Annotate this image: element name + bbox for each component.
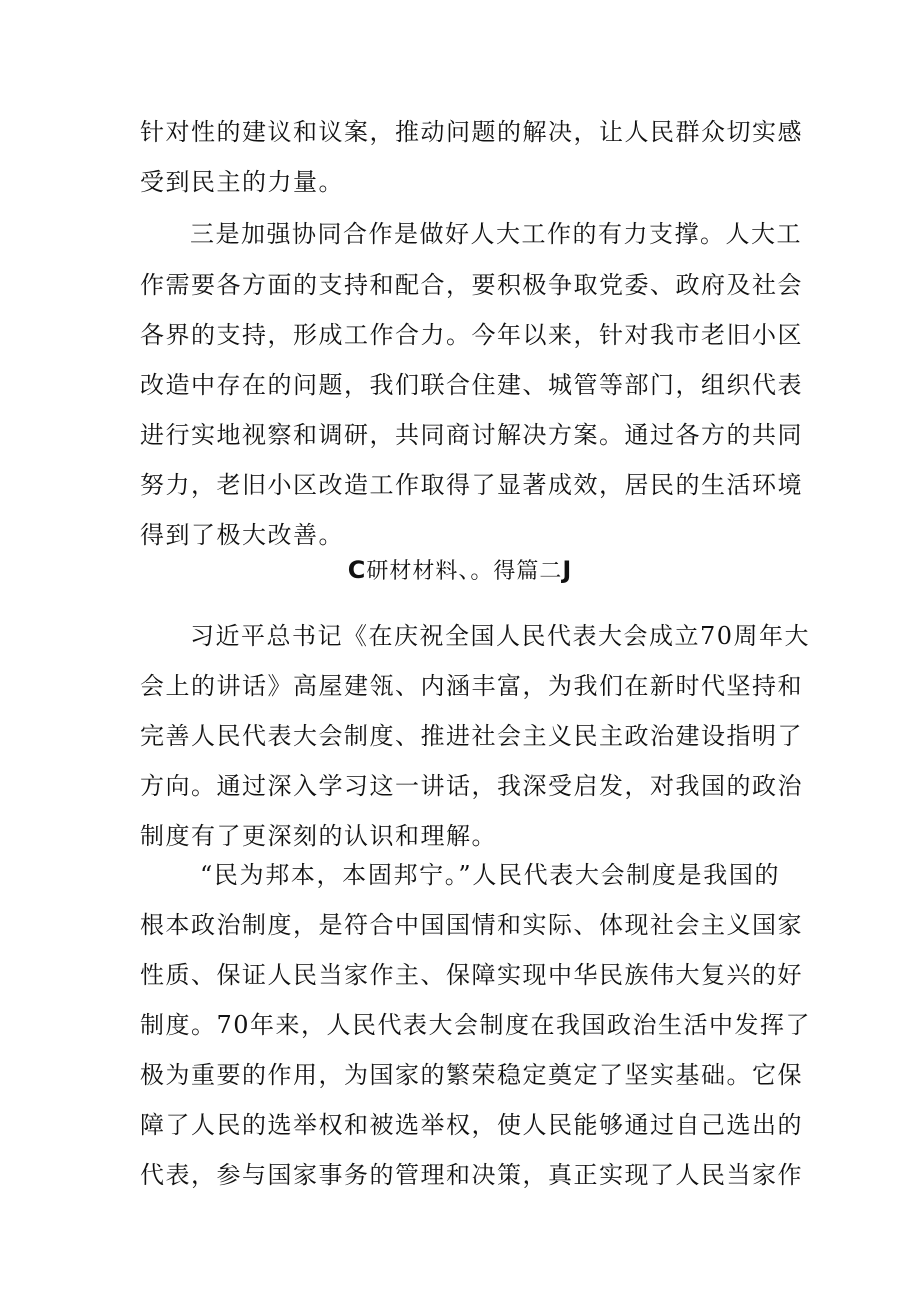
paragraph-line: 受到民主的力量。 — [140, 168, 344, 196]
paragraph-line: 极为重要的作用，为国家的繁荣稳定奠定了坚实基础。它保 — [140, 1061, 803, 1089]
paragraph-line: 障了人民的选举权和被选举权，使人民能够通过自己选出的 — [140, 1111, 803, 1139]
paragraph-line: 各界的支持，形成工作合力。今年以来，针对我市老旧小区 — [140, 321, 803, 349]
paragraph-line: 制度有了更深刻的认识和理解。 — [140, 822, 497, 850]
paragraph-line: 根本政治制度，是符合中国国情和实际、体现社会主义国家 — [140, 911, 803, 939]
paragraph-line: 习近平总书记《在庆祝全国人民代表大会成立70周年大 — [190, 622, 811, 650]
paragraph-line: 完善人民代表大会制度、推进社会主义民主政治建设指明了 — [140, 722, 803, 750]
paragraph-line: 会上的讲话》高屋建瓴、内涵丰富，为我们在新时代坚持和 — [140, 672, 803, 700]
paragraph-line: 得到了极大改善。 — [140, 521, 344, 549]
paragraph-line: 制度。70年来，人民代表大会制度在我国政治生活中发挥了 — [140, 1011, 812, 1039]
paragraph-line: 代表，参与国家事务的管理和决策，真正实现了人民当家作 — [140, 1161, 803, 1189]
paragraph-line: 努力，老旧小区改造工作取得了显著成效，居民的生活环境 — [140, 471, 803, 499]
paragraph-line: 针对性的建议和议案，推动问题的解决，让人民群众切实感 — [140, 118, 803, 146]
paragraph-line: 作需要各方面的支持和配合，要积极争取党委、政府及社会 — [140, 271, 803, 299]
section-heading — [140, 552, 780, 588]
heading-suffix: J — [562, 556, 573, 584]
paragraph-line: 进行实地视察和调研，共同商讨解决方案。通过各方的共同 — [140, 421, 803, 449]
paragraph-line: 改造中存在的问题，我们联合住建、城管等部门，组织代表 — [140, 371, 803, 399]
paragraph-line: “民为邦本，本固邦宁。”人民代表大会制度是我国的 — [200, 861, 780, 889]
paragraph-line: 三是加强协同合作是做好人大工作的有力支撑。人大工 — [190, 220, 802, 248]
heading-prefix: C — [347, 556, 367, 584]
paragraph-line: 性质、保证人民当家作主、保障实现中华民族伟大复兴的好 — [140, 961, 803, 989]
heading-text: 研材材料、。得篇二 — [366, 559, 563, 584]
paragraph-line: 方向。通过深入学习这一讲话，我深受启发，对我国的政治 — [140, 772, 803, 800]
